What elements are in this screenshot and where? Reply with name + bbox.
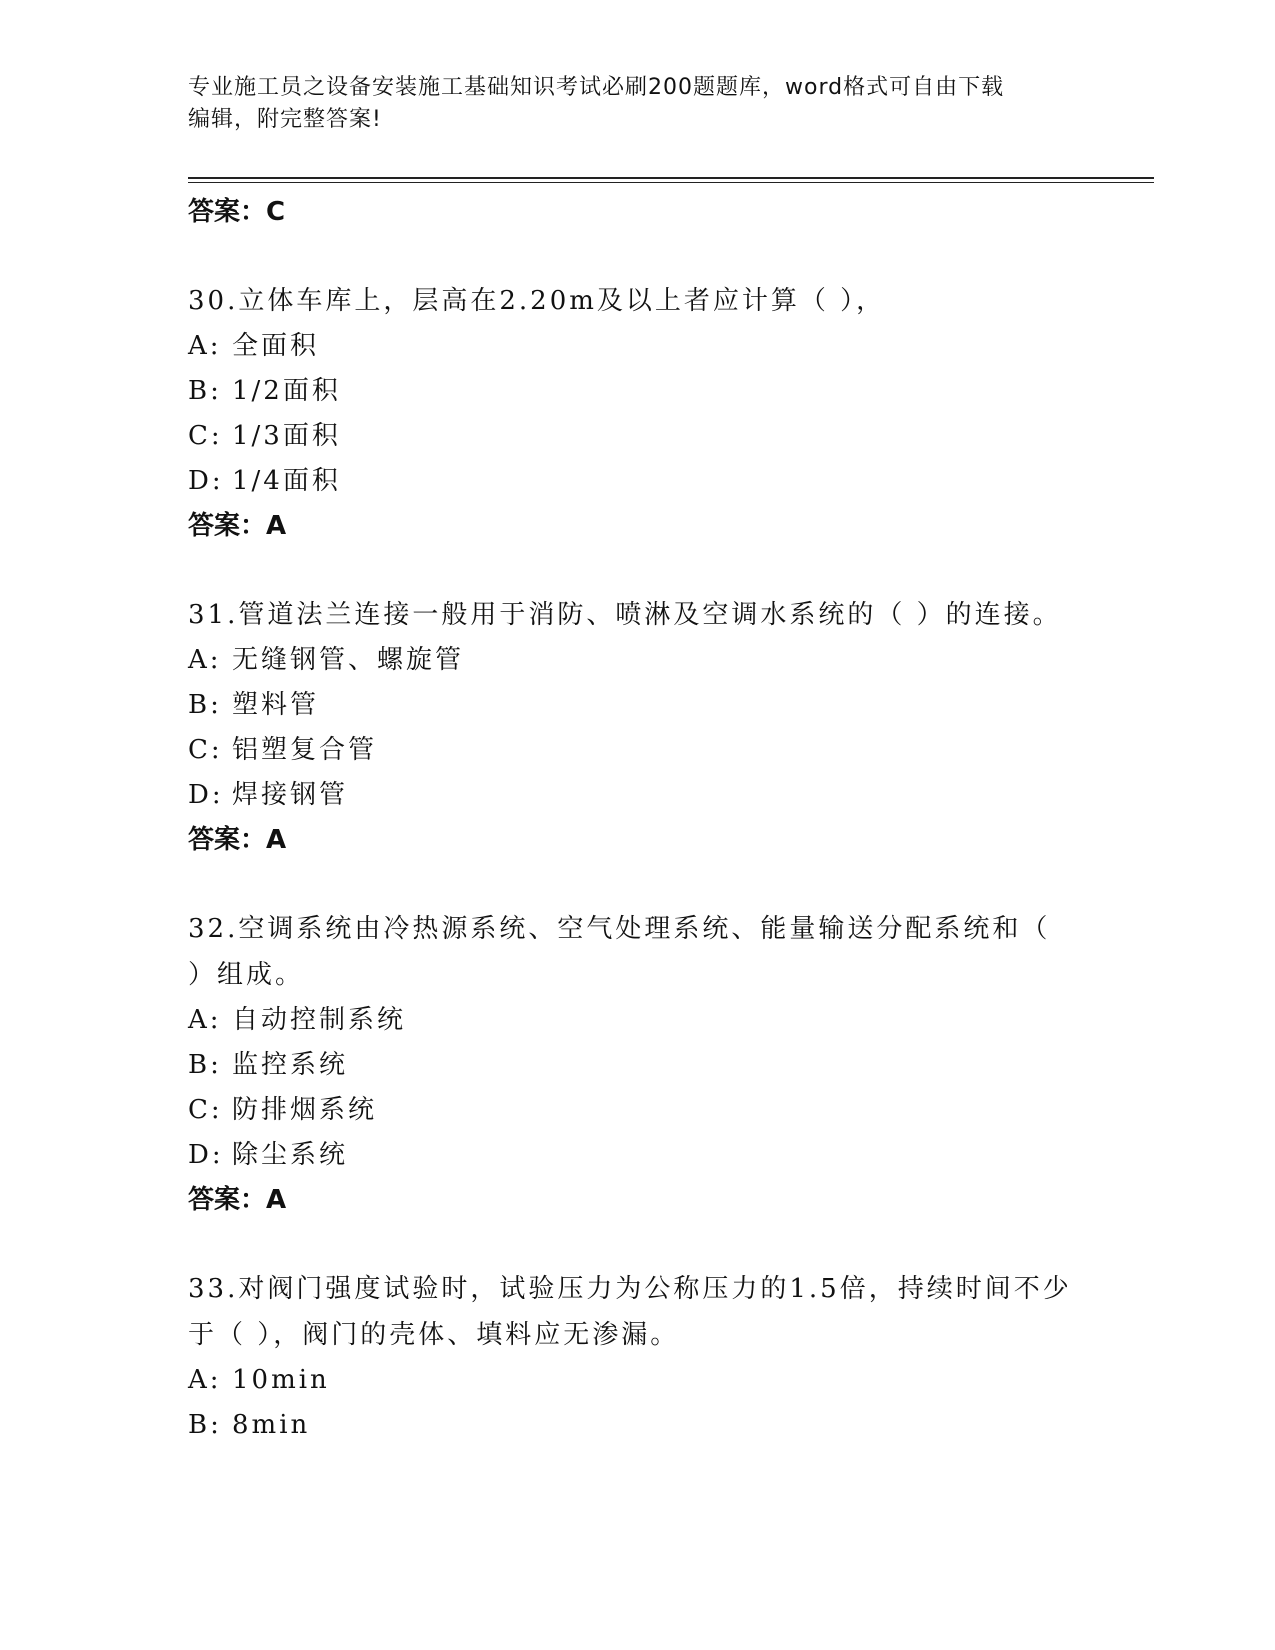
question-answer: 答案：A xyxy=(188,511,287,541)
option-label: B: xyxy=(188,690,222,720)
option-text: 8min xyxy=(232,1410,311,1440)
option-d xyxy=(188,459,1088,504)
option-text: 焊接钢管 xyxy=(232,780,349,810)
option-label: A: xyxy=(188,645,222,675)
option-label: A: xyxy=(188,1365,222,1395)
question-text-continued: 于（ ），阀门的壳体、填料应无渗漏。 xyxy=(188,1320,680,1350)
previous-answer: 答案：C xyxy=(188,197,286,227)
question-33 xyxy=(188,1266,1088,1448)
option-text: 塑料管 xyxy=(232,690,320,720)
option-a xyxy=(188,638,1088,683)
option-label: D: xyxy=(188,466,224,496)
question-32 xyxy=(188,906,1088,1222)
option-b xyxy=(188,369,1088,414)
option-label: B: xyxy=(188,1410,222,1440)
option-text: 防排烟系统 xyxy=(232,1095,378,1125)
option-label: C: xyxy=(188,421,223,451)
spacer xyxy=(188,862,1088,906)
option-b xyxy=(188,1403,1088,1448)
option-label: A: xyxy=(188,331,222,361)
option-text: 除尘系统 xyxy=(232,1140,349,1170)
option-text: 1/2面积 xyxy=(232,376,341,406)
option-text: 铝塑复合管 xyxy=(232,735,378,765)
header-line-2: 编辑，附完整答案! xyxy=(188,107,382,132)
option-label: D: xyxy=(188,1140,224,1170)
option-label: B: xyxy=(188,1050,222,1080)
option-label: D: xyxy=(188,780,224,810)
option-a xyxy=(188,998,1088,1043)
question-text: 32.空调系统由冷热源系统、空气处理系统、能量输送分配系统和（ xyxy=(188,914,1051,944)
option-c xyxy=(188,728,1088,773)
header-line-1: 专业施工员之设备安装施工基础知识考试必刷200题题库，word格式可自由下载 xyxy=(188,75,1005,100)
header-divider-thick xyxy=(188,177,1154,179)
spacer xyxy=(188,548,1088,592)
option-a xyxy=(188,324,1088,369)
option-c xyxy=(188,414,1088,459)
question-answer: 答案：A xyxy=(188,1185,287,1215)
option-a xyxy=(188,1358,1088,1403)
document-header xyxy=(188,72,1068,136)
option-text: 自动控制系统 xyxy=(232,1005,407,1035)
question-text-continued: ）组成。 xyxy=(188,960,305,990)
option-text: 全面积 xyxy=(232,331,320,361)
option-label: C: xyxy=(188,735,223,765)
spacer xyxy=(188,234,1088,278)
option-b xyxy=(188,683,1088,728)
question-30 xyxy=(188,278,1088,548)
option-label: C: xyxy=(188,1095,223,1125)
question-text: 30.立体车库上，层高在2.20m及以上者应计算（ ）， xyxy=(188,286,886,316)
option-text: 1/3面积 xyxy=(232,421,341,451)
option-label: B: xyxy=(188,376,222,406)
question-text: 33.对阀门强度试验时，试验压力为公称压力的1.5倍，持续时间不少 xyxy=(188,1274,1072,1304)
option-d xyxy=(188,773,1088,818)
option-b xyxy=(188,1043,1088,1088)
option-d xyxy=(188,1133,1088,1178)
option-c xyxy=(188,1088,1088,1133)
option-label: A: xyxy=(188,1005,222,1035)
spacer xyxy=(188,1222,1088,1266)
question-answer: 答案：A xyxy=(188,825,287,855)
option-text: 10min xyxy=(232,1365,330,1395)
question-31 xyxy=(188,592,1088,862)
question-list xyxy=(188,190,1088,1448)
question-text: 31.管道法兰连接一般用于消防、喷淋及空调水系统的（ ）的连接。 xyxy=(188,600,1062,630)
header-divider-thin xyxy=(188,182,1154,183)
option-text: 监控系统 xyxy=(232,1050,349,1080)
option-text: 无缝钢管、螺旋管 xyxy=(232,645,465,675)
option-text: 1/4面积 xyxy=(232,466,341,496)
